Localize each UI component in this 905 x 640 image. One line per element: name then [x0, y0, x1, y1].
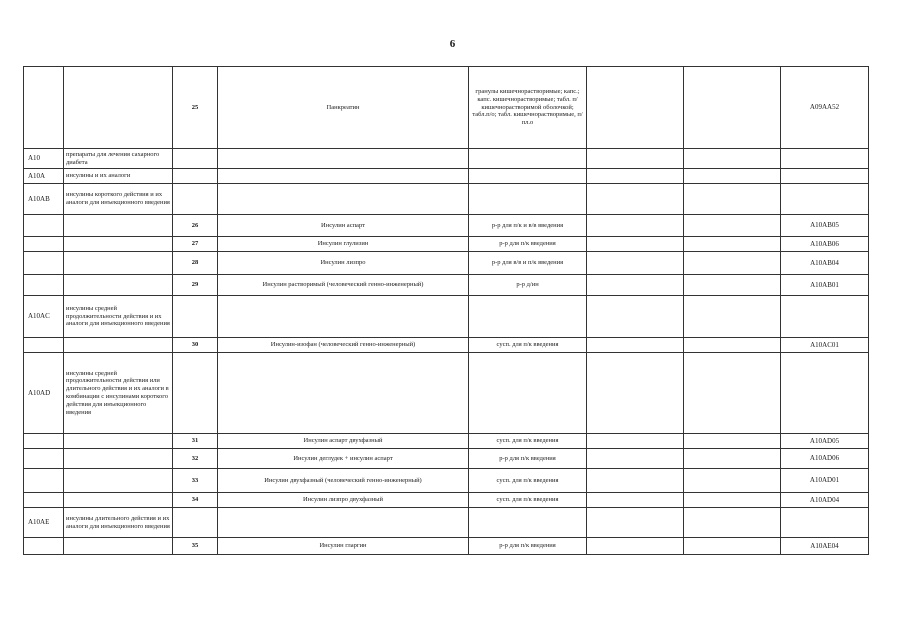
empty-cell	[587, 67, 684, 149]
page-number: 6	[449, 38, 456, 50]
group-description	[64, 434, 173, 449]
atc-code: A10AE04	[781, 538, 869, 555]
dosage-form: р-р для в/в и п/к введения	[469, 252, 587, 275]
table-row	[24, 449, 869, 469]
row-number: 31	[173, 434, 218, 449]
table-row	[24, 353, 869, 434]
row-number	[173, 353, 218, 434]
atc-code	[781, 296, 869, 338]
atc-group-code	[24, 538, 64, 555]
atc-code	[781, 184, 869, 215]
atc-code	[781, 149, 869, 169]
dosage-form: гранулы кишечнорастворимые; капс.; капс. кишечнорастворимые; табл. п/кишечнорастворимой оболочкой; табл.п/о; табл. кишечнорастворимые, п/пл.о	[469, 67, 587, 149]
empty-cell	[684, 237, 781, 252]
group-description: инсулины средней продолжительности действия и их аналоги для инъекционного введения	[64, 296, 173, 338]
atc-code: A10AB05	[781, 215, 869, 237]
group-description	[64, 493, 173, 508]
atc-group-code: A10AD	[24, 353, 64, 434]
atc-group-code	[24, 434, 64, 449]
drug-name	[218, 508, 469, 538]
dosage-form	[469, 184, 587, 215]
empty-cell	[587, 493, 684, 508]
empty-cell	[587, 338, 684, 353]
atc-group-code	[24, 493, 64, 508]
atc-group-code	[24, 449, 64, 469]
table-row	[24, 275, 869, 296]
empty-cell	[587, 434, 684, 449]
table-row	[24, 237, 869, 252]
empty-cell	[587, 469, 684, 493]
empty-cell	[684, 275, 781, 296]
empty-cell	[587, 252, 684, 275]
atc-group-code: A10AB	[24, 184, 64, 215]
empty-cell	[684, 538, 781, 555]
atc-group-code	[24, 215, 64, 237]
dosage-form: р-р для п/к введения	[469, 538, 587, 555]
empty-cell	[684, 449, 781, 469]
row-number: 27	[173, 237, 218, 252]
table-row	[24, 215, 869, 237]
dosage-form	[469, 508, 587, 538]
dosage-form: р-р для п/к введения	[469, 237, 587, 252]
drug-name	[218, 353, 469, 434]
group-description	[64, 469, 173, 493]
table-row	[24, 252, 869, 275]
dosage-form: р-р д/ин	[469, 275, 587, 296]
dosage-form	[469, 149, 587, 169]
group-description	[64, 215, 173, 237]
drug-name: Инсулин деглудек + инсулин аспарт	[218, 449, 469, 469]
drug-name: Инсулин лизпро двухфазный	[218, 493, 469, 508]
drug-table	[23, 66, 869, 555]
atc-group-code	[24, 469, 64, 493]
atc-code: A09AA52	[781, 67, 869, 149]
row-number	[173, 149, 218, 169]
atc-group-code	[24, 252, 64, 275]
empty-cell	[684, 252, 781, 275]
group-description	[64, 338, 173, 353]
drug-name: Инсулин растворимый (человеческий генно-инженерный)	[218, 275, 469, 296]
empty-cell	[684, 169, 781, 184]
empty-cell	[684, 296, 781, 338]
drug-name: Инсулин глулизин	[218, 237, 469, 252]
group-description: препараты для лечения сахарного диабета	[64, 149, 173, 169]
group-description	[64, 237, 173, 252]
row-number	[173, 296, 218, 338]
atc-group-code: A10A	[24, 169, 64, 184]
empty-cell	[587, 508, 684, 538]
empty-cell	[587, 296, 684, 338]
empty-cell	[587, 237, 684, 252]
atc-code: A10AB04	[781, 252, 869, 275]
atc-code: A10AD01	[781, 469, 869, 493]
atc-code: A10AD06	[781, 449, 869, 469]
empty-cell	[587, 169, 684, 184]
dosage-form: р-р для п/к и в/в введения	[469, 215, 587, 237]
atc-code	[781, 353, 869, 434]
dosage-form	[469, 169, 587, 184]
atc-code	[781, 169, 869, 184]
group-description	[64, 252, 173, 275]
drug-name	[218, 296, 469, 338]
atc-group-code	[24, 275, 64, 296]
empty-cell	[684, 434, 781, 449]
empty-cell	[684, 149, 781, 169]
atc-code	[781, 508, 869, 538]
row-number	[173, 508, 218, 538]
atc-code: A10AC01	[781, 338, 869, 353]
atc-code: A10AB01	[781, 275, 869, 296]
drug-name: Инсулин-изофан (человеческий генно-инженерный)	[218, 338, 469, 353]
table-row	[24, 469, 869, 493]
empty-cell	[587, 215, 684, 237]
drug-name: Панкреатин	[218, 67, 469, 149]
empty-cell	[684, 493, 781, 508]
group-description: инсулины короткого действия и их аналоги для инъекционного введения	[64, 184, 173, 215]
empty-cell	[587, 149, 684, 169]
atc-code: A10AB06	[781, 237, 869, 252]
atc-code: A10AD05	[781, 434, 869, 449]
table-row	[24, 169, 869, 184]
empty-cell	[684, 508, 781, 538]
empty-cell	[587, 184, 684, 215]
table-row	[24, 508, 869, 538]
table-row	[24, 67, 869, 149]
dosage-form	[469, 296, 587, 338]
table-row	[24, 538, 869, 555]
row-number: 33	[173, 469, 218, 493]
group-description	[64, 449, 173, 469]
atc-group-code	[24, 237, 64, 252]
atc-group-code: A10AC	[24, 296, 64, 338]
group-description	[64, 67, 173, 149]
drug-name: Инсулин аспарт двухфазный	[218, 434, 469, 449]
dosage-form: р-р для п/к введения	[469, 449, 587, 469]
row-number: 26	[173, 215, 218, 237]
table-row	[24, 338, 869, 353]
row-number: 30	[173, 338, 218, 353]
drug-name: Инсулин гларгин	[218, 538, 469, 555]
drug-name: Инсулин аспарт	[218, 215, 469, 237]
table-row	[24, 296, 869, 338]
dosage-form	[469, 353, 587, 434]
row-number: 35	[173, 538, 218, 555]
row-number: 28	[173, 252, 218, 275]
empty-cell	[684, 67, 781, 149]
row-number	[173, 184, 218, 215]
atc-code: A10AD04	[781, 493, 869, 508]
atc-group-code	[24, 67, 64, 149]
empty-cell	[587, 538, 684, 555]
row-number: 29	[173, 275, 218, 296]
dosage-form: сусп. для п/к введения	[469, 469, 587, 493]
row-number: 34	[173, 493, 218, 508]
atc-group-code	[24, 338, 64, 353]
atc-group-code: A10AE	[24, 508, 64, 538]
row-number	[173, 169, 218, 184]
table-row	[24, 434, 869, 449]
table-row	[24, 184, 869, 215]
group-description	[64, 538, 173, 555]
empty-cell	[587, 275, 684, 296]
group-description: инсулины и их аналоги	[64, 169, 173, 184]
empty-cell	[684, 215, 781, 237]
drug-name: Инсулин двухфазный (человеческий генно-инженерный)	[218, 469, 469, 493]
empty-cell	[684, 469, 781, 493]
empty-cell	[587, 353, 684, 434]
empty-cell	[684, 338, 781, 353]
dosage-form: сусп. для п/к введения	[469, 338, 587, 353]
drug-name: Инсулин лизпро	[218, 252, 469, 275]
row-number: 32	[173, 449, 218, 469]
table-row	[24, 493, 869, 508]
row-number: 25	[173, 67, 218, 149]
dosage-form: сусп. для п/к введения	[469, 434, 587, 449]
drug-name	[218, 169, 469, 184]
drug-name	[218, 149, 469, 169]
empty-cell	[684, 353, 781, 434]
drug-name	[218, 184, 469, 215]
atc-group-code: A10	[24, 149, 64, 169]
empty-cell	[684, 184, 781, 215]
dosage-form: сусп. для п/к введения	[469, 493, 587, 508]
empty-cell	[587, 449, 684, 469]
group-description: инсулины средней продолжительности действия или длительного действия и их аналоги в комбинации с инсулинами короткого действия для инъекционного введения	[64, 353, 173, 434]
group-description	[64, 275, 173, 296]
group-description: инсулины длительного действия и их аналоги для инъекционного введения	[64, 508, 173, 538]
table-row	[24, 149, 869, 169]
